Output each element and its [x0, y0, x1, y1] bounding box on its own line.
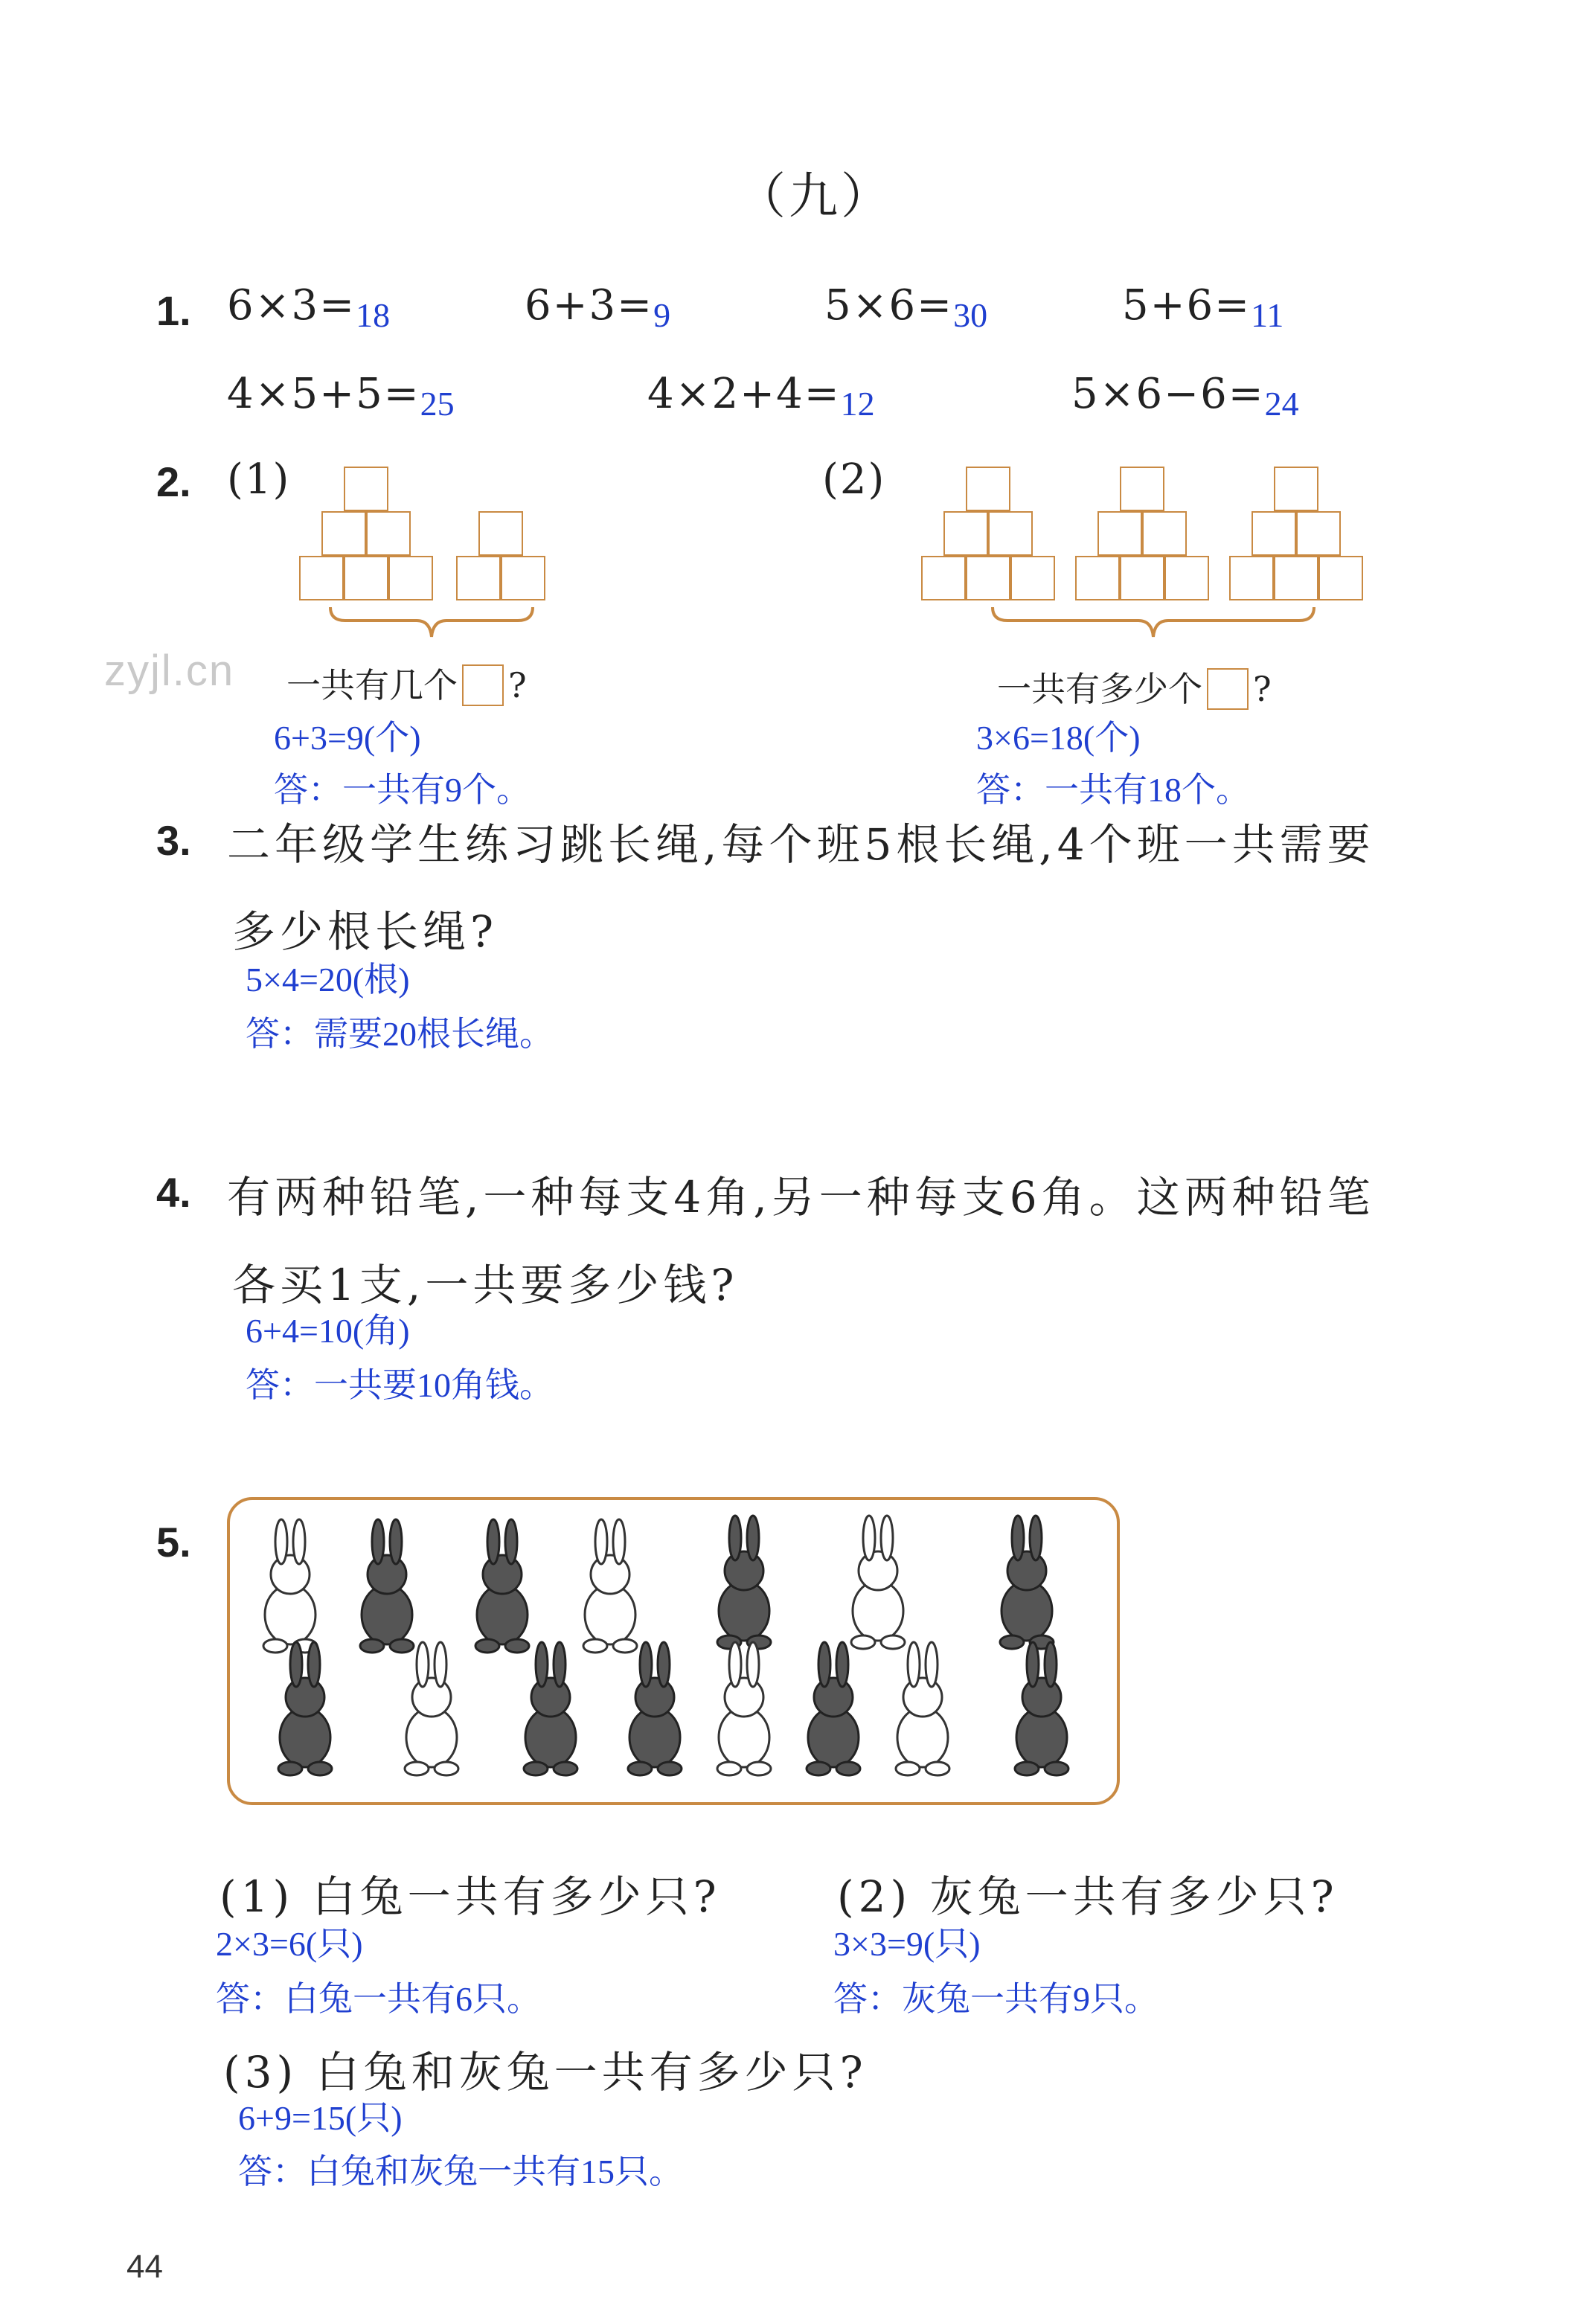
answer-box: [1207, 668, 1249, 710]
q3-work: 5×4=20(根): [246, 961, 410, 999]
q5-sub3-answer: 答：白兔和灰兔一共有15只。: [238, 2153, 683, 2191]
q5-sub3-work: 6+9=15(只): [238, 2099, 403, 2137]
expression: 6+3=: [525, 281, 654, 330]
expression: 5×6−6=: [1071, 370, 1265, 418]
expression: 6×3=: [227, 281, 356, 330]
q5-sub2-work: 3×3=9(只): [833, 1925, 981, 1963]
q2-part2-question: 一共有多少个 ?: [997, 669, 1272, 709]
q2-part2-answer: 答：一共有18个。: [976, 771, 1250, 809]
question-2-number: 2.: [156, 458, 191, 505]
brace-1: [327, 604, 536, 641]
q5-sub1-answer: 答：白兔一共有6只。: [216, 1980, 541, 2018]
rabbit-white: [583, 1519, 637, 1653]
rabbit-gray: [717, 1516, 771, 1649]
rabbit-gray: [1015, 1642, 1068, 1775]
q1-item-1: [227, 281, 390, 335]
q1-item-7: [1071, 370, 1299, 423]
q3-text-line1: 二年级学生练习跳长绳,每个班5根长绳,4个班一共需要: [227, 819, 1375, 870]
q1-item-4: [1122, 281, 1283, 335]
q4-work: 6+4=10(角): [246, 1312, 410, 1350]
answer: 24: [1264, 385, 1299, 423]
answer: 9: [653, 296, 671, 334]
page-title: （九）: [737, 167, 893, 225]
q1-item-5: [227, 370, 455, 423]
answer: 18: [356, 296, 391, 334]
rabbits-illustration: [238, 1510, 1109, 1793]
rabbit-white: [896, 1642, 949, 1775]
page-number: 44: [126, 2249, 163, 2285]
q5-sub1-question: (1) 白兔一共有多少只?: [219, 1871, 721, 1922]
q1-item-3: [824, 281, 987, 335]
q5-sub1-work: 2×3=6(只): [216, 1925, 363, 1963]
rabbit-gray: [360, 1519, 414, 1653]
q3-text-line2: 多少根长绳?: [232, 906, 499, 957]
expression: 4×5+5=: [227, 370, 420, 418]
question-3-number: 3.: [156, 817, 191, 864]
rabbit-gray: [1000, 1516, 1054, 1649]
question-4-number: 4.: [156, 1169, 191, 1216]
q2-part1-label: (1): [227, 455, 291, 504]
rabbit-white: [851, 1516, 905, 1649]
q4-text-line2: 各买1支,一共要多少钱?: [232, 1260, 739, 1310]
expression: 5×6=: [824, 281, 954, 330]
q1-item-2: [525, 281, 670, 335]
q5-sub3-question: (3) 白兔和灰兔一共有多少只?: [223, 2047, 868, 2098]
q5-sub2-answer: 答：灰兔一共有9只。: [833, 1980, 1158, 2018]
q2-part1-question: 一共有几个 ?: [286, 665, 527, 705]
q2-part2-work: 3×6=18(个): [976, 719, 1141, 757]
brace-2: [990, 604, 1317, 641]
watermark: zyjl.cn: [104, 647, 235, 695]
q2-part1-answer: 答：一共有9个。: [274, 771, 531, 809]
rabbit-white: [717, 1642, 771, 1775]
answer: 11: [1251, 296, 1284, 334]
q5-sub2-question: (2) 灰兔一共有多少只?: [837, 1871, 1339, 1922]
rabbit-white: [263, 1519, 317, 1653]
rabbit-white: [405, 1642, 458, 1775]
q4-text-line1: 有两种铅笔,一种每支4角,另一种每支6角。这两种铅笔: [227, 1172, 1375, 1223]
expression: 5+6=: [1122, 281, 1252, 330]
rabbit-gray: [524, 1642, 577, 1775]
question-5-number: 5.: [156, 1519, 191, 1566]
q2-part1-work: 6+3=9(个): [274, 719, 421, 757]
answer: 12: [840, 385, 875, 423]
answer: 25: [420, 385, 455, 423]
q3-answer: 答：需要20根长绳。: [246, 1015, 554, 1053]
answer-box: [462, 664, 504, 706]
q1-item-6: [647, 370, 875, 423]
rabbit-gray: [628, 1642, 682, 1775]
answer: 30: [953, 296, 988, 334]
expression: 4×2+4=: [647, 370, 841, 418]
question-1-number: 1.: [156, 287, 191, 334]
rabbit-gray: [475, 1519, 529, 1653]
q4-answer: 答：一共要10角钱。: [246, 1366, 554, 1404]
q2-part2-label: (2): [822, 455, 886, 504]
rabbit-gray: [278, 1642, 332, 1775]
rabbit-gray: [807, 1642, 860, 1775]
